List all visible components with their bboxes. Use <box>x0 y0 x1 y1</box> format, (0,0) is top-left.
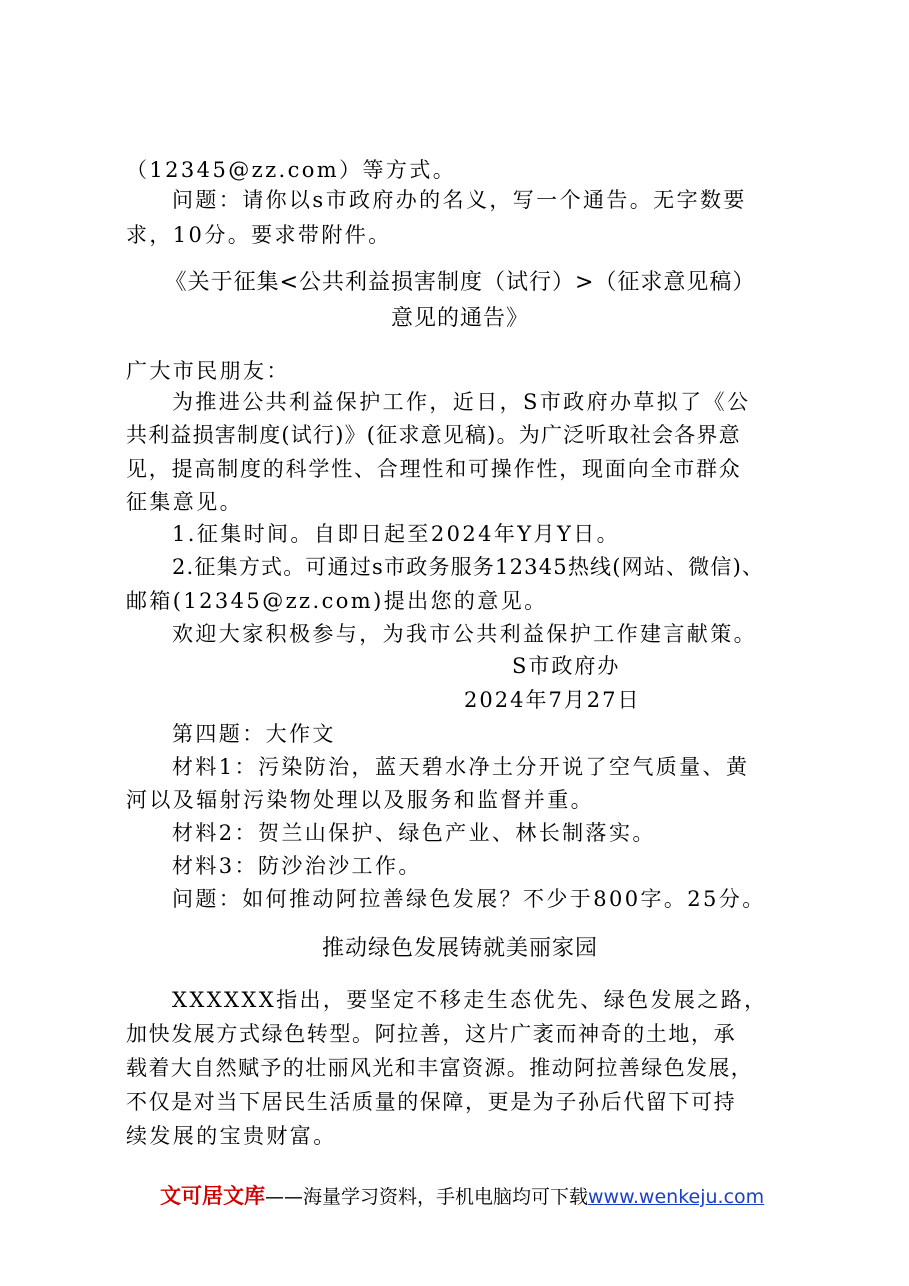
text-line: 载着大自然赋予的壮丽风光和丰富资源。推动阿拉善绿色发展， <box>126 1056 754 1080</box>
text-line: 求，10分。要求带附件。 <box>126 223 392 247</box>
signature-org: S市政府办 <box>512 654 621 678</box>
text-line: 为推进公共利益保护工作，近日，S市政府办草拟了《公 <box>172 390 751 414</box>
text-line: 邮箱(12345@zz.com)提出您的意见。 <box>126 589 548 613</box>
text-line: 第四题：大作文 <box>172 722 336 746</box>
footer-text: ——海量学习资料，手机电脑均可下载 <box>265 1186 589 1208</box>
notice-title-line2: 意见的通告》 <box>390 306 529 331</box>
footer-banner <box>160 1183 764 1210</box>
salutation: 广大市民朋友： <box>126 359 290 383</box>
footer-link[interactable]: www.wenkeju.com <box>588 1186 765 1208</box>
text-line: 征集意见。 <box>126 490 243 514</box>
text-line: 不仅是对当下居民生活质量的保障，更是为子孙后代留下可持 <box>126 1090 737 1114</box>
text-line: 材料1：污染防治，蓝天碧水净土分开说了空气质量、黄 <box>172 755 750 779</box>
text-line: 共利益损害制度(试行)》(征求意见稿)。为广泛听取社会各界意 <box>126 423 741 447</box>
text-line: 问题：请你以s市政府办的名义，写一个通告。无字数要 <box>172 188 747 212</box>
text-line: 河以及辐射污染物处理以及服务和监督并重。 <box>126 788 594 812</box>
notice-title: 《关于征集<公共利益损害制度（试行）>（征求意见稿） <box>164 270 756 295</box>
text-line: 见，提高制度的科学性、合理性和可操作性，现面向全市群众 <box>126 457 742 481</box>
footer-brand: 文可居文库 <box>160 1184 265 1208</box>
text-line: 加快发展方式绿色转型。阿拉善，这片广袤而神奇的土地，承 <box>126 1022 737 1046</box>
text-line: （12345@zz.com）等方式。 <box>126 158 457 182</box>
text-line: 1.征集时间。自即日起至2024年Y月Y日。 <box>172 522 621 546</box>
signature-date: 2024年7月27日 <box>464 688 641 712</box>
text-line: 材料3：防沙治沙工作。 <box>172 854 422 878</box>
text-line: 问题：如何推动阿拉善绿色发展？不少于800字。25分。 <box>172 887 766 911</box>
text-line: 材料2：贺兰山保护、绿色产业、林长制落实。 <box>172 821 656 845</box>
text-line: 欢迎大家积极参与，为我市公共利益保护工作建言献策。 <box>172 622 757 646</box>
essay-title: 推动绿色发展铸就美丽家园 <box>321 936 598 961</box>
text-line: 2.征集方式。可通过s市政务服务12345热线(网站、微信)、 <box>172 555 765 579</box>
text-line: 续发展的宝贵财富。 <box>126 1124 337 1148</box>
text-line: XXXXXX指出，要坚定不移走生态优先、绿色发展之路， <box>172 988 768 1012</box>
